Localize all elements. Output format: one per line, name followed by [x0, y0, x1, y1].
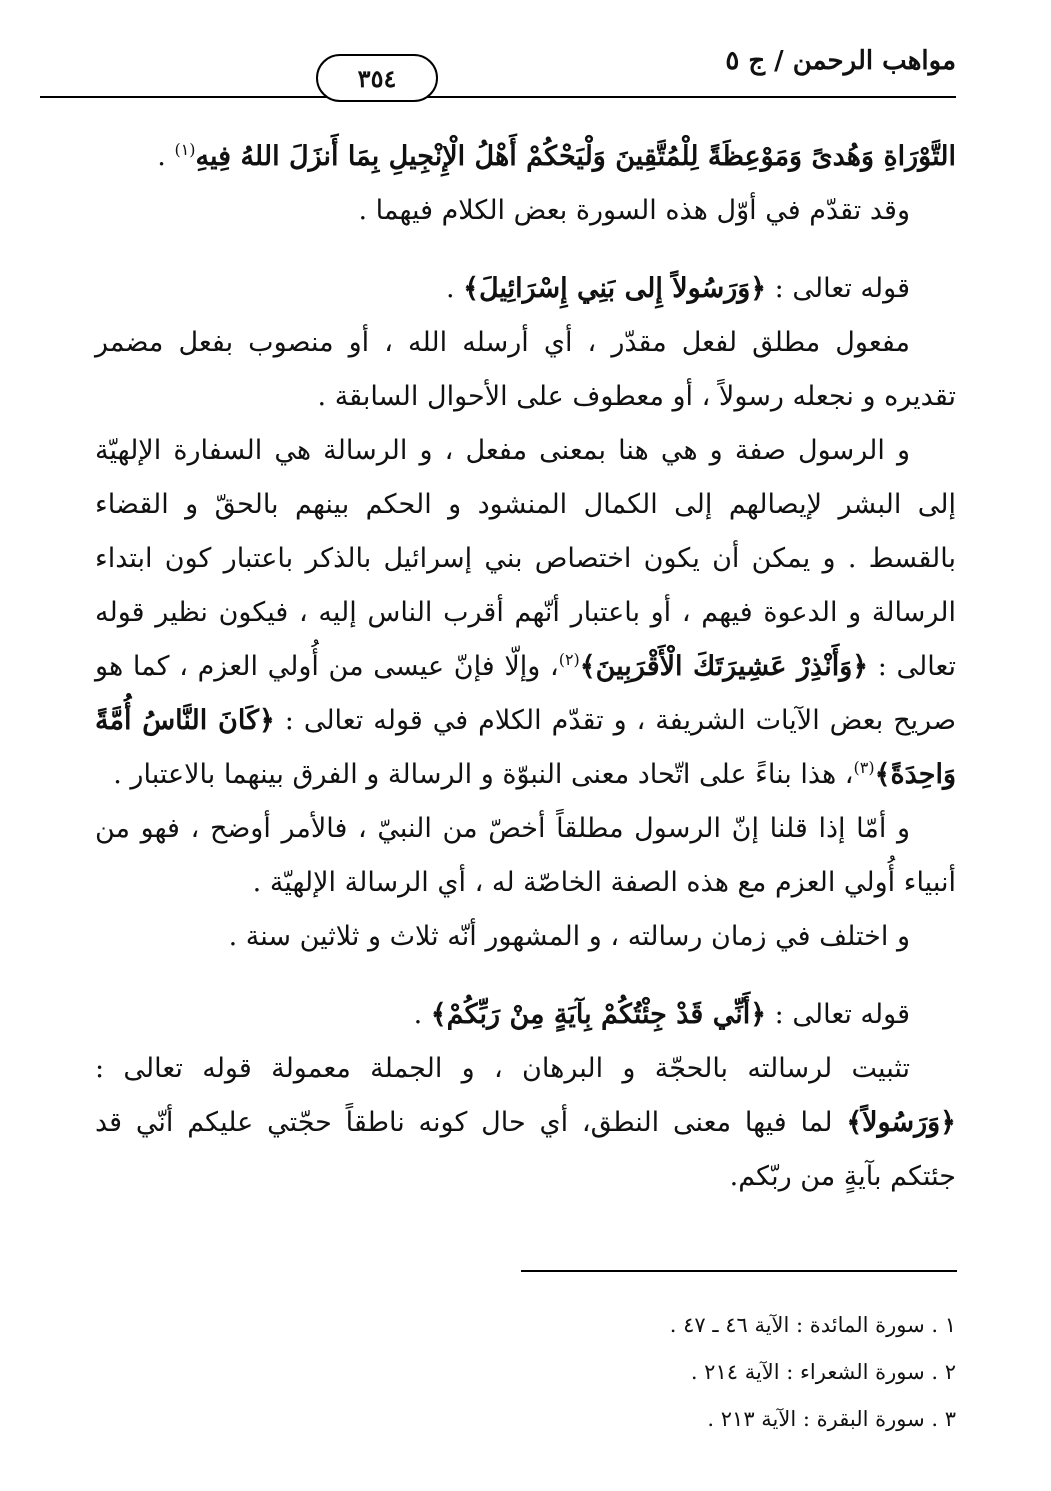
page-number: ٣٥٤ — [316, 54, 438, 102]
footnote-ref: (٢) — [558, 650, 580, 669]
footnote-ref: (٣) — [853, 758, 875, 777]
footnotes — [520, 1302, 956, 1443]
footnote-ref: (١) — [174, 140, 196, 159]
quran-quote: التَّوْرَاةِ وَهُدىً وَمَوْعِظَةً لِلْمُتَّقِينَ وَلْيَحْكُمْ أَهْلُ الْإِنْجِيلِ بِمَا أَنزَلَ اللهُ فِيهِ — [195, 141, 956, 172]
paragraph: و اختلف في زمان رسالته ، و المشهور أنّه ثلاث و ثلاثين سنة . — [228, 921, 910, 952]
footnote-divider — [521, 1270, 957, 1272]
quran-quote: ﴿أَنِّي قَدْ جِئْتُكُمْ بِآيَةٍ مِنْ رَبِّكُمْ﴾ — [430, 999, 767, 1030]
quran-quote: ﴿كَانَ النَّاسُ أُمَّةً وَاحِدَةً﴾ — [95, 705, 956, 790]
quran-quote: ﴿وَرَسُولاً﴾ — [846, 1107, 956, 1138]
text: ، هذا بناءً على اتّحاد معنى النبوّة و الرسالة و الفرق بينهما بالاعتبار . — [113, 759, 854, 790]
text: و الرسول صفة و هي هنا بمعنى مفعل ، و الرسالة هي السفارة الإلهيّة إلى البشر لإيصالهم إلى الكمال المنشود و الحكم بينهم بالحقّ و القضاء بالقسط . و يمكن أن يكون اختصاص بني إسرائيل بالذكر باعتبار كون ابتداء الرسالة و الدعوة فيهم ، أو باعتبار أنّهم أقرب الناس إليه ، فيكون نظير قوله تعالى : — [95, 435, 957, 682]
running-header — [40, 40, 956, 98]
text: لما فيها معنى النطق، أي حال كونه ناطقاً حجّتي عليكم أنّي قد جئتكم بآيةٍ من ربّكم. — [95, 1107, 956, 1192]
text: . — [413, 999, 431, 1030]
paragraph — [95, 130, 956, 184]
quran-quote: ﴿وَرَسُولاً إِلى بَنِي إِسْرَائِيلَ﴾ — [463, 273, 767, 304]
main-text — [95, 130, 956, 1204]
text: . — [157, 141, 175, 172]
paragraph — [95, 988, 956, 1042]
paragraph: و أمّا إذا قلنا إنّ الرسول مطلقاً أخصّ من النبيّ ، فالأمر أوضح ، فهو من أنبياء أُولي العزم مع هذه الصفة الخاصّة له ، أي الرسالة الإلهيّة . — [95, 813, 956, 898]
text: قوله تعالى : — [766, 273, 910, 304]
paragraph — [95, 424, 956, 802]
quran-quote: ﴿وَأَنْذِرْ عَشِيرَتَكَ الْأَقْرَبِينَ﴾ — [579, 651, 869, 682]
text: تثبيت لرسالته بالحجّة و البرهان ، و الجملة معمولة قوله تعالى : — [95, 1053, 910, 1084]
footnote: ١ . سورة المائدة : الآية ٤٦ ـ ٤٧ . — [669, 1313, 956, 1337]
text: قوله تعالى : — [766, 999, 910, 1030]
paragraph: وقد تقدّم في أوّل هذه السورة بعض الكلام فيهما . — [358, 195, 910, 226]
text: . — [446, 273, 464, 304]
footnote: ٢ . سورة الشعراء : الآية ٢١٤ . — [690, 1360, 956, 1384]
text: ، وإلّا فإنّ عيسى من أُولي العزم ، كما هو صريح بعض الآيات الشريفة ، و تقدّم الكلام في قوله تعالى : — [95, 651, 957, 736]
header-title: مواهب الرحمن / ج ٥ — [725, 46, 956, 76]
paragraph: مفعول مطلق لفعل مقدّر ، أي أرسله الله ، أو منصوب بفعل مضمر تقديره و نجعله رسولاً ، أو معطوف على الأحوال السابقة . — [95, 327, 956, 412]
footnote: ٣ . سورة البقرة : الآية ٢١٣ . — [707, 1407, 956, 1431]
paragraph — [95, 1042, 956, 1204]
paragraph — [95, 262, 956, 316]
